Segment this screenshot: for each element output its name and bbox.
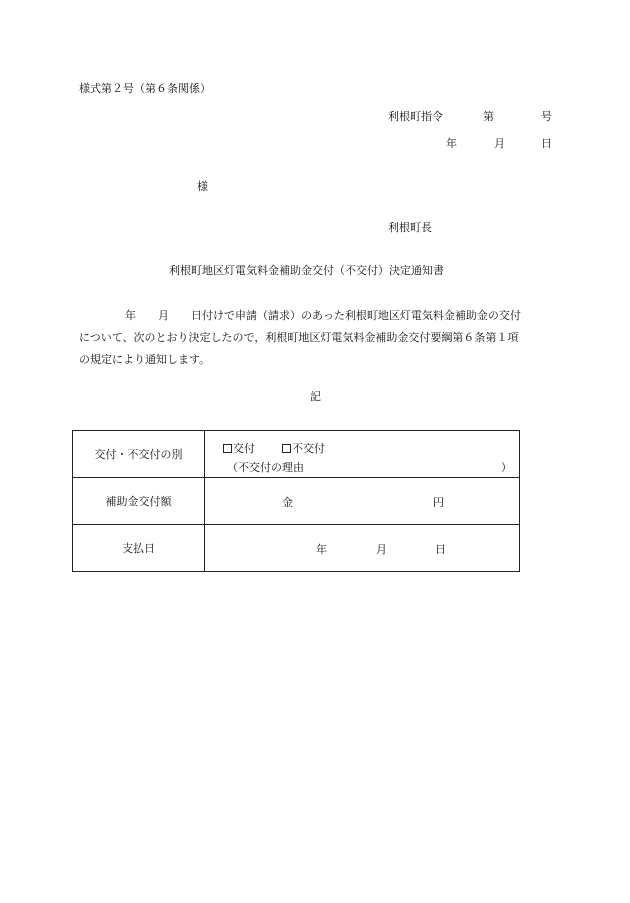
payment-day: 日: [435, 543, 446, 556]
nongrant-reason-open: （不交付の理由: [227, 461, 304, 474]
table-row: [73, 525, 520, 572]
nongrant-reason-close: ）: [501, 461, 512, 474]
nongrant-option-label: 不交付: [292, 442, 325, 455]
amount-yen: 円: [433, 496, 444, 509]
body-paragraph: [79, 305, 557, 371]
addressee-sama: 様: [197, 180, 208, 193]
grant-type-cell: [205, 431, 520, 478]
payment-month: 月: [376, 543, 387, 556]
payment-date-label: 支払日: [73, 525, 205, 572]
decision-table: [72, 430, 520, 572]
document-title: 利根町地区灯電気料金補助金交付（不交付）決定通知書: [169, 264, 444, 277]
payment-date-cell: [205, 525, 520, 572]
table-row: [73, 478, 520, 525]
checkbox-icon[interactable]: [282, 444, 291, 453]
nongrant-option[interactable]: [282, 440, 325, 456]
issue-date-day: 日: [541, 137, 552, 150]
grant-option[interactable]: [223, 440, 255, 456]
body-line-3: の規定により通知します。: [79, 353, 211, 366]
issuer: 利根町長: [388, 221, 432, 234]
issue-date-year: 年: [446, 137, 457, 150]
ref-number-dai: 第: [483, 110, 494, 123]
body-line-1: 年 月 日付けで申請（請求）のあった利根町地区灯電気料金補助金の交付: [125, 309, 521, 322]
ref-number-prefix: 利根町指令: [388, 110, 443, 123]
issue-date-month: 月: [494, 137, 505, 150]
ki-heading: 記: [310, 390, 321, 403]
subsidy-amount-label: 補助金交付額: [73, 478, 205, 525]
grant-option-label: 交付: [233, 442, 255, 455]
form-number: 様式第２号（第６条関係）: [79, 82, 211, 95]
ref-number-go: 号: [541, 110, 552, 123]
body-line-2: について、次のとおり決定したので，利根町地区灯電気料金補助金交付要綱第６条第１項: [79, 331, 519, 344]
amount-kin: 金: [282, 496, 293, 509]
subsidy-amount-cell: [205, 478, 520, 525]
table-row: [73, 431, 520, 478]
grant-type-label: 交付・不交付の別: [73, 431, 205, 478]
payment-year: 年: [316, 543, 327, 556]
checkbox-icon[interactable]: [223, 444, 232, 453]
